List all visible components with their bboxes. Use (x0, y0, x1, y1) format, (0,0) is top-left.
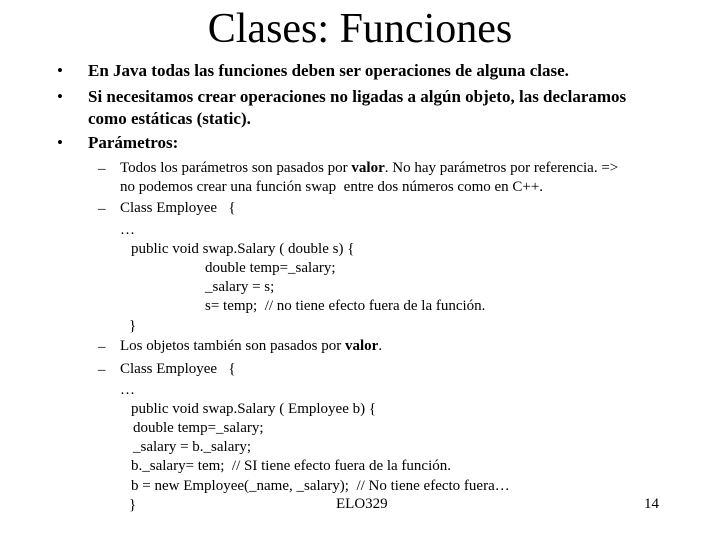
code2-line: double temp=_salary; (133, 420, 264, 436)
code1-line: … (120, 222, 135, 238)
dash-marker: – (98, 201, 106, 217)
bullet-marker: • (57, 61, 63, 80)
dash-marker: – (98, 339, 106, 355)
code2-line: public void swap.Salary ( Employee b) { (131, 401, 377, 417)
sub1-text-post: . No hay parámetros por referencia. => (384, 160, 619, 176)
code1-line: s= temp; // no tiene efecto fuera de la función. (205, 298, 486, 314)
slide-title: Clases: Funciones (207, 6, 513, 52)
code2-line: b._salary= tem; // SI tiene efecto fuera de la función. (131, 458, 452, 474)
bullet-text-2: Si necesitamos crear operaciones no ligadas a algún objeto, las declaramos (88, 87, 627, 106)
sub1-text-pre: Todos los parámetros son pasados por (120, 160, 352, 176)
code2-line: b = new Employee(_name, _salary); // No tiene efecto fuera… (131, 478, 510, 494)
code2-line: _salary = b._salary; (133, 439, 252, 455)
sub-bullet-1-cont: no podemos crear una función swap entre dos números como en C++. (120, 179, 544, 195)
sub-bullet-1 (120, 159, 618, 179)
bullet-text-2-cont: como estáticas (static). (88, 109, 251, 128)
bullet-marker: • (57, 87, 63, 106)
code1-line: } (129, 318, 137, 334)
sub3-text-pre: Los objetos también son pasados por (120, 338, 345, 354)
sub3-text-bold: valor (344, 338, 379, 354)
bullet-marker: • (57, 133, 63, 152)
sub-bullet-2: Class Employee { (120, 200, 236, 216)
code2-line: … (120, 382, 135, 398)
page-number: 14 (644, 496, 659, 512)
sub3-text-post: . (378, 338, 383, 354)
bullet-text-3: Parámetros: (88, 133, 179, 152)
bullet-text-1: En Java todas las funciones deben ser operaciones de alguna clase. (88, 61, 569, 80)
code1-line: public void swap.Salary ( double s) { (131, 241, 355, 257)
dash-marker: – (98, 362, 106, 378)
sub1-text-bold: valor (351, 160, 385, 176)
code1-line: _salary = s; (205, 279, 275, 295)
code1-line: double temp=_salary; (205, 260, 336, 276)
footer-center: ELO329 (336, 496, 388, 512)
code2-line: } (129, 497, 137, 513)
sub-bullet-4: Class Employee { (120, 361, 236, 377)
sub-bullet-3 (120, 337, 382, 357)
dash-marker: – (98, 161, 106, 177)
